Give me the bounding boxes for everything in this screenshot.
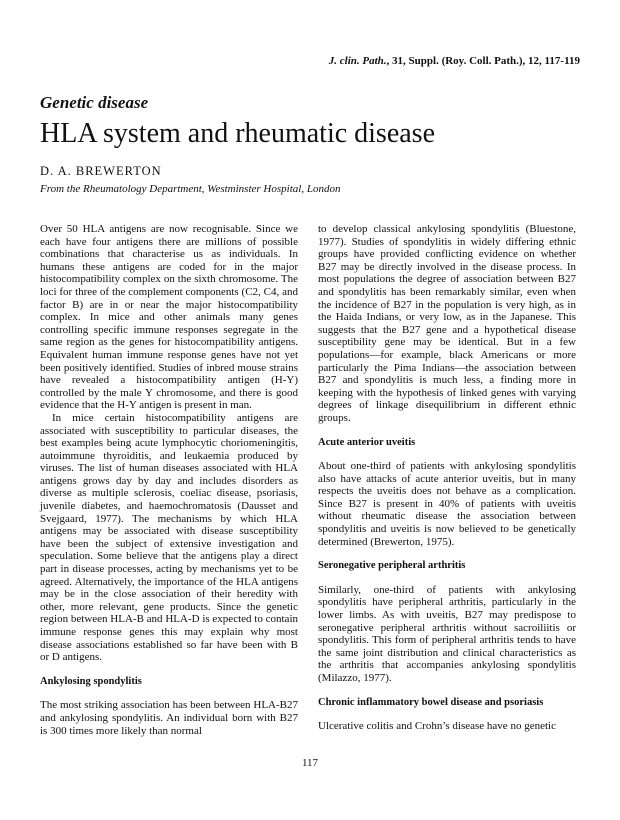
section-kicker: Genetic disease [40, 93, 149, 112]
paragraph: About one-third of patients with ankylosing spondylitis also have attacks of acute anterior uveitis, but in many respects the uveitis does not behave as a complication. Since B27 is present in 40% of patients with uveitis without rheumatic disease the association between spondylitis and uveitis is now believed to be genetically determined (Brewerton, 1975). [318, 460, 576, 548]
paragraph: Over 50 HLA antigens are now recognisable. Since we each have four antigens there are millions of possible combinations that characterise us as individuals. In humans these antigens are coded for in the major histocompatibility complex on the sixth chromosome. The loci for three of the complement components (C2, C4, and factor B) are in or near the major histocompatibility complex. In mice and other animals many genes controlling specific immune responses segregate in the same region as the genes for histocompatibility antigens. Equivalent human immune response genes have not yet been positively identified. Studies of inbred mouse strains have revealed a histocompatibility antigen (H-Y) controlled by the male Y chromosome, and there is good evidence that the H-Y antigen is present in man. [40, 223, 298, 412]
section-heading: Acute anterior uveitis [318, 436, 416, 448]
paragraph: The most striking association has been between HLA-B27 and ankylosing spondylitis. An individual born with B27 is 300 times more likely than normal [40, 699, 298, 737]
author-affiliation: From the Rheumatology Department, Westminster Hospital, London [40, 183, 341, 195]
left-column [40, 223, 298, 737]
section-heading: Seronegative peripheral arthritis [318, 560, 466, 572]
page-number: 117 [301, 757, 319, 769]
article-title: HLA system and rheumatic disease [40, 118, 436, 149]
section-heading: Ankylosing spondylitis [40, 675, 142, 687]
paragraph: Similarly, one-third of patients with ankylosing spondylitis have peripheral arthritis, particularly in the lower limbs. As with uveitis, B27 may predispose to seronegative peripheral arthritis without sacroiliitis or spondylitis. This form of peripheral arthritis tends to have the same joint distribution and clinical characteristics as the arthritis that accompanies ankylosing spondylitis (Milazzo, 1977). [318, 583, 576, 684]
citation-details: , 31, Suppl. (Roy. Coll. Path.), 12, 117-119 [386, 55, 580, 67]
journal-citation [329, 55, 580, 67]
right-column [318, 223, 576, 733]
section-heading: Chronic inflammatory bowel disease and psoriasis [318, 696, 544, 708]
journal-name: J. clin. Path. [328, 55, 387, 67]
author-name: D. A. BREWERTON [40, 164, 162, 178]
paragraph: to develop classical ankylosing spondylitis (Bluestone, 1977). Studies of spondylitis in widely differing ethnic groups have provided conflicting evidence on whether B27 may be directly involved in the disease process. In most populations the degree of association between B27 and spondylitis has been remarkably similar, even when the incidence of B27 in the population is very high, as in the Haida Indians, or very low, as in the Japanese. This suggests that the B27 gene and a hypothetical disease susceptibility gene may be identical. But in a few populations—for example, black Americans or more particularly the Pima Indians—the association between B27 and spondylitis is much less, a finding more in keeping with the hypothesis of linked genes with varying degrees of linkage disequilibrium in different ethnic groups. [318, 223, 576, 424]
paragraph: Ulcerative colitis and Crohn’s disease have no genetic [318, 720, 556, 733]
paragraph: In mice certain histocompatibility antigens are associated with susceptibility to particular diseases, the best examples being acute lymphocytic choriomeningitis, autoimmune thyroiditis, and leukaemia produced by viruses. The list of human diseases associated with HLA antigens grows day by day and includes disorders as diverse as multiple sclerosis, coeliac disease, psoriasis, juvenile diabetes, and haemochromatosis (Dausset and Svejgaard, 1977). The mechanisms by which HLA antigens may be associated with disease susceptibility have been the subject of extensive investigation and speculation. Some believe that the antigens play a direct part in disease processes, acting by mechanisms yet to be agreed. Alternatively, the importance of the HLA antigens may be in the close association of their heredity with other, more relevant, gene products. Since the genetic region between HLA-B and HLA-D is expected to contain immune response genes this may explain why most disease associations established so far have been with B or D antigens. [40, 411, 298, 664]
